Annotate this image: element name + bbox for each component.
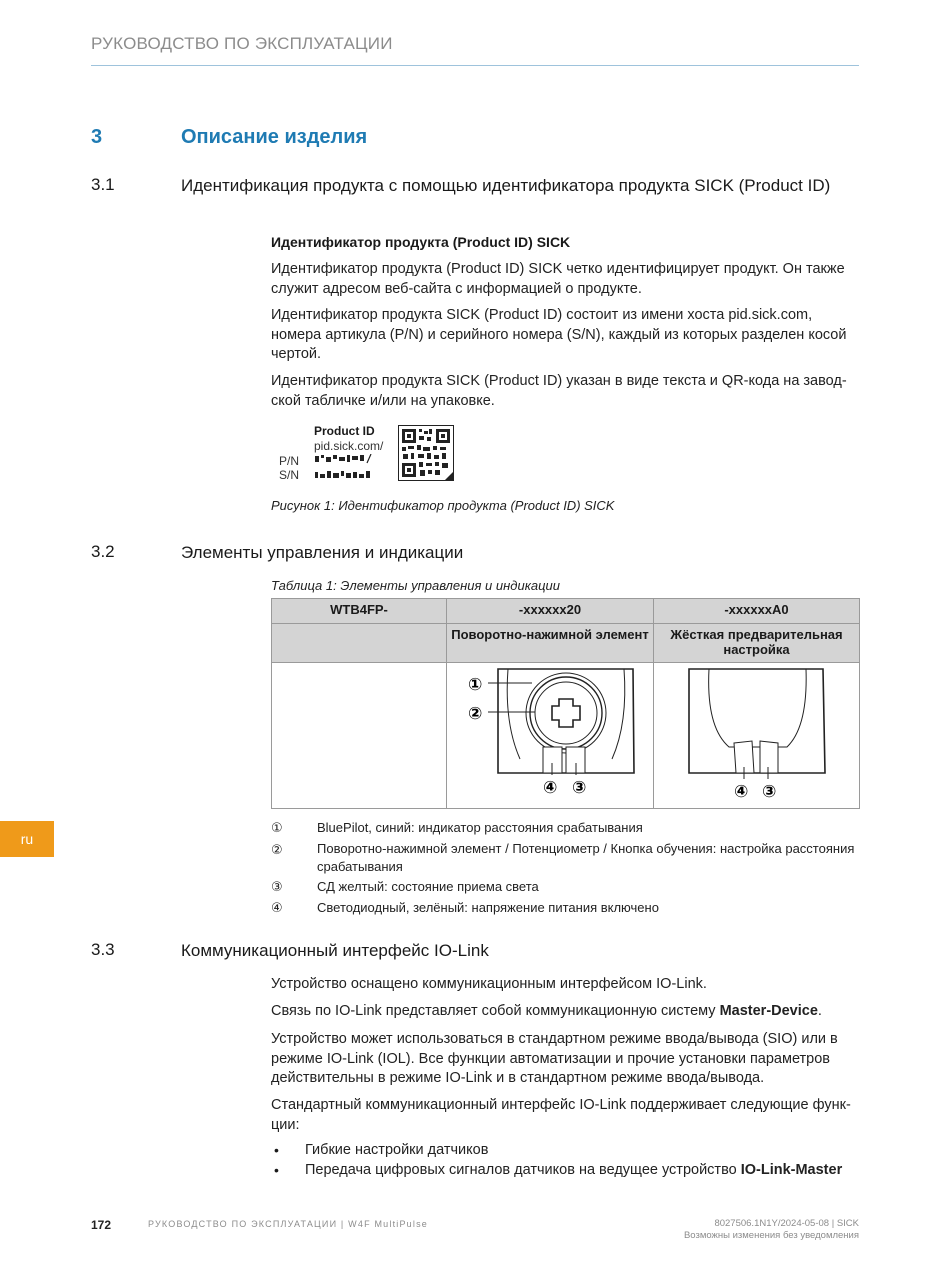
callout-4-fig-b: ④ (733, 782, 749, 802)
legend-text-4: Светодиодный, зелёный: напряжение питания включено (317, 900, 659, 915)
footer-document-id: 8027506.1N1Y/2024-05-08 | SICK (714, 1218, 859, 1229)
callout-4-fig-a: ④ (542, 778, 557, 798)
legend-number-2: ② (271, 842, 283, 857)
table-figure-col2 (447, 663, 654, 809)
bullet-text-1: Гибкие настройки датчиков (305, 1142, 489, 1158)
figure-1-caption: Рисунок 1: Идентификатор продукта (Product ID) SICK (271, 498, 615, 513)
controls-table (271, 598, 860, 809)
io-link-p2-text: Связь по IO-Link представляет собой коммуникационную систему (271, 1003, 720, 1019)
section-3-2-number: 3.2 (91, 542, 115, 561)
section-3-3-number: 3.3 (91, 940, 115, 959)
section-3-number: 3 (91, 126, 103, 148)
callout-1-fig-a: ① (467, 675, 482, 695)
table-figure-col3 (653, 663, 859, 809)
fixed-preset-drawing (654, 663, 859, 805)
bullet-text-2 (305, 1162, 842, 1178)
io-link-p2-end: . (817, 1003, 822, 1019)
table-header-col1: WTB4FP- (272, 599, 447, 624)
header-divider (91, 65, 859, 66)
section-3-title: Описание изделия (181, 126, 368, 148)
paragraph-1: Идентификатор продукта (Product ID) SICK четко идентифицирует продукт. Он также служит адресом веб-сайта с информацией о продукте. (271, 261, 845, 297)
bullet-icon-1: • (274, 1142, 279, 1158)
table-subheader-col2: Поворотно-нажимной элемент (447, 624, 654, 663)
label-pn: P/N (279, 454, 300, 468)
page-number: 172 (91, 1218, 112, 1232)
footer-disclaimer: Возможны изменения без уведомления (683, 1230, 859, 1241)
pixelated-serial-graphic (314, 454, 376, 482)
table-header-col2: -xxxxxx20 (447, 599, 654, 624)
table-subheader-row (272, 624, 860, 663)
product-id-subheading: Идентификатор продукта (Product ID) SICK (271, 234, 571, 250)
callout-3-fig-b: ③ (761, 782, 777, 802)
io-link-paragraph-2 (271, 1002, 861, 1022)
section-3-1-title: Идентификация продукта с помощью идентификатора продукта SICK (Product ID) (181, 176, 831, 195)
legend-text-2: Поворотно-нажимной элемент / Потенциометр / Кнопка обучения: настройка расстояния срабатывания (317, 841, 855, 874)
legend-number-1: ① (271, 820, 283, 835)
legend-text-3: СД желтый: состояние приема света (317, 879, 539, 894)
table-figure-col1 (272, 663, 447, 809)
io-link-p2-bold: Master-Device (719, 1003, 818, 1019)
qr-code-icon (398, 425, 454, 481)
io-link-paragraph-4: Стандартный коммуникационный интерфейс IO-Link поддерживает следующие функции: (271, 1097, 851, 1133)
callout-3-fig-a: ③ (571, 778, 586, 798)
bullet-icon-2: • (274, 1162, 279, 1178)
language-tab: ru (0, 821, 54, 857)
io-link-paragraph-3: Устройство может использоваться в стандартном режиме ввода/вывода (SIO) или в режиме IO-Link (IOL). Все функции автоматизации и прочие установки параметров действительны в режиме IO-Link и в стандартном режиме ввода/вывода. (271, 1031, 838, 1086)
legend-number-4: ④ (271, 900, 283, 915)
footer-document-title: РУКОВОДСТВО ПО ЭКСПЛУАТАЦИИ | W4F MultiPulse (148, 1219, 428, 1229)
paragraph-2: Идентификатор продукта SICK (Product ID) состоит из имени хоста pid.sick.com, номера артикула (P/N) и серийного номера (S/N), каждый из которых разделен косой чертой. (271, 307, 847, 362)
io-link-paragraph-1: Устройство оснащено коммуникационным интерфейсом IO-Link. (271, 976, 707, 992)
section-3-2-title: Элементы управления и индикации (181, 543, 464, 562)
table-header-row (272, 599, 860, 624)
legend-number-3: ③ (271, 879, 283, 894)
table-1-caption: Таблица 1: Элементы управления и индикации (271, 578, 560, 593)
paragraph-3: Идентификатор продукта SICK (Product ID) указан в виде текста и QR-кода на заводской табличке и/или на упаковке. (271, 373, 847, 409)
bullet-2-bold: IO-Link-Master (740, 1162, 843, 1178)
rotary-push-element-drawing (448, 663, 653, 805)
legend-text-1: BluePilot, синий: индикатор расстояния срабатывания (317, 820, 643, 835)
product-id-label-figure (276, 421, 456, 485)
table-header-col3: -xxxxxxA0 (653, 599, 859, 624)
callout-2-fig-a: ② (467, 704, 482, 724)
bullet-2-text: Передача цифровых сигналов датчиков на ведущее устройство (305, 1162, 741, 1178)
label-host: pid.sick.com/ (314, 439, 384, 453)
section-3-1-number: 3.1 (91, 175, 115, 194)
running-header: РУКОВОДСТВО ПО ЭКСПЛУАТАЦИИ (91, 34, 393, 53)
label-title: Product ID (314, 424, 375, 438)
label-sn: S/N (279, 468, 300, 482)
table-subheader-col3: Жёсткая предварительная настройка (653, 624, 859, 663)
table-figure-row (272, 663, 860, 809)
section-3-3-title: Коммуникационный интерфейс IO-Link (181, 941, 489, 960)
table-subheader-col1 (272, 624, 447, 663)
